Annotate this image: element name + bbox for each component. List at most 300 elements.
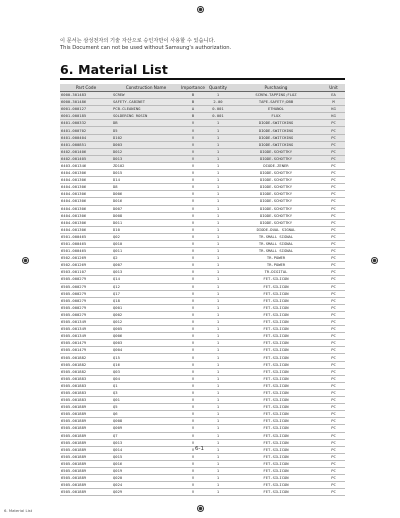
quantity-cell: 1 xyxy=(206,219,230,226)
part-code-cell: 6505-001889 xyxy=(60,432,112,439)
table-row xyxy=(60,106,345,113)
part-code-cell: 6505-001889 xyxy=(60,404,112,411)
quantity-cell: 1 xyxy=(206,255,230,262)
part-code-cell: 6502-001269 xyxy=(60,262,112,269)
importance-cell: V xyxy=(180,439,206,446)
unit-cell: PC xyxy=(322,418,345,425)
table-row xyxy=(60,99,345,106)
table-row xyxy=(60,177,345,184)
construction-name-cell: Q004 xyxy=(112,347,180,354)
table-row xyxy=(60,375,345,382)
unit-cell: PC xyxy=(322,482,345,489)
quantity-cell: 1 xyxy=(206,389,230,396)
quantity-cell: 1 xyxy=(206,382,230,389)
registration-mark-bottom xyxy=(197,505,204,512)
quantity-cell: 1 xyxy=(206,276,230,283)
purchasing-cell: DIODE-DUAL SIGNAL xyxy=(230,226,322,233)
construction-name-cell: DB xyxy=(112,120,180,127)
unit-cell: PC xyxy=(322,219,345,226)
table-row xyxy=(60,347,345,354)
part-code-cell: 6505-001479 xyxy=(60,347,112,354)
table-row xyxy=(60,262,345,269)
purchasing-cell: ETHANOL xyxy=(230,106,322,113)
table-row xyxy=(60,205,345,212)
purchasing-cell: FLUX xyxy=(230,113,322,120)
construction-name-cell: Q012 xyxy=(112,319,180,326)
importance-cell: V xyxy=(180,311,206,318)
construction-name-cell: D016 xyxy=(112,198,180,205)
construction-name-cell: Q006 xyxy=(112,333,180,340)
part-code-cell: 6505-001889 xyxy=(60,489,112,496)
column-header-unit: Unit xyxy=(322,84,345,92)
construction-name-cell: Q015 xyxy=(112,453,180,460)
part-code-cell: 6404-001306 xyxy=(60,191,112,198)
importance-cell: V xyxy=(180,304,206,311)
unit-cell: PC xyxy=(322,446,345,453)
purchasing-cell: FET-SILICON xyxy=(230,333,322,340)
importance-cell: V xyxy=(180,347,206,354)
construction-name-cell: Q009 xyxy=(112,425,180,432)
part-code-cell: 6505-001889 xyxy=(60,482,112,489)
table-row xyxy=(60,333,345,340)
quantity-cell: 1 xyxy=(206,212,230,219)
construction-name-cell: Q5 xyxy=(112,404,180,411)
table-body xyxy=(60,92,345,496)
importance-cell: V xyxy=(180,361,206,368)
unit-cell: PC xyxy=(322,404,345,411)
construction-name-cell: Q14 xyxy=(112,276,180,283)
table-row xyxy=(60,155,345,162)
quantity-cell: 1 xyxy=(206,368,230,375)
quantity-cell: 1 xyxy=(206,248,230,255)
part-code-cell: 6505-001883 xyxy=(60,375,112,382)
table-row xyxy=(60,432,345,439)
purchasing-cell: DIODE-SCHOTTKY xyxy=(230,219,322,226)
unit-cell: PC xyxy=(322,262,345,269)
unit-cell: PC xyxy=(322,354,345,361)
unit-cell: PC xyxy=(322,297,345,304)
construction-name-cell: Q013 xyxy=(112,269,180,276)
part-code-cell: 6505-001889 xyxy=(60,453,112,460)
construction-name-cell: Q3 xyxy=(112,389,180,396)
quantity-cell: 1 xyxy=(206,489,230,496)
construction-name-cell: D015 xyxy=(112,170,180,177)
purchasing-cell: FET-SILICON xyxy=(230,326,322,333)
construction-name-cell: D012 xyxy=(112,148,180,155)
part-code-cell: 6505-001349 xyxy=(60,326,112,333)
part-code-cell: 6505-001883 xyxy=(60,397,112,404)
quantity-cell: 1 xyxy=(206,347,230,354)
part-code-cell: 6000-301483 xyxy=(60,92,112,99)
importance-cell: V xyxy=(180,375,206,382)
construction-name-cell: Q15 xyxy=(112,354,180,361)
unit-cell: PC xyxy=(322,311,345,318)
unit-cell: PC xyxy=(322,347,345,354)
quantity-cell: 1 xyxy=(206,439,230,446)
purchasing-cell: FET-SILICON xyxy=(230,283,322,290)
importance-cell: V xyxy=(180,120,206,127)
part-code-cell: 6505-001889 xyxy=(60,460,112,467)
importance-cell: V xyxy=(180,326,206,333)
unit-cell: PC xyxy=(322,134,345,141)
purchasing-cell: FET-SILICON xyxy=(230,489,322,496)
importance-cell: V xyxy=(180,319,206,326)
table-row xyxy=(60,475,345,482)
part-code-cell: 6401-000332 xyxy=(60,120,112,127)
table-row xyxy=(60,340,345,347)
purchasing-cell: TR-SMALL SIGNAL xyxy=(230,248,322,255)
importance-cell: V xyxy=(180,141,206,148)
part-code-cell: 6404-001306 xyxy=(60,205,112,212)
importance-cell: V xyxy=(180,397,206,404)
column-header-construction-name: Construction Name xyxy=(112,84,180,92)
quantity-cell: 1 xyxy=(206,240,230,247)
purchasing-cell: FET-SILICON xyxy=(230,368,322,375)
unit-cell: PC xyxy=(322,198,345,205)
table-row xyxy=(60,134,345,141)
importance-cell: V xyxy=(180,162,206,169)
importance-cell: V xyxy=(180,283,206,290)
table-row xyxy=(60,397,345,404)
importance-cell: V xyxy=(180,198,206,205)
purchasing-cell: DIODE-SCHOTTKY xyxy=(230,148,322,155)
registration-mark-left xyxy=(22,257,29,264)
table-row xyxy=(60,425,345,432)
table-row xyxy=(60,361,345,368)
quantity-cell: 1 xyxy=(206,304,230,311)
quantity-cell: 1 xyxy=(206,319,230,326)
purchasing-cell: FET-SILICON xyxy=(230,482,322,489)
part-code-cell: 6404-001306 xyxy=(60,219,112,226)
purchasing-cell: FET-SILICON xyxy=(230,453,322,460)
construction-name-cell: D10 xyxy=(112,226,180,233)
unit-cell: PC xyxy=(322,411,345,418)
purchasing-cell: FET-SILICON xyxy=(230,475,322,482)
part-code-cell: 6505-001889 xyxy=(60,439,112,446)
importance-cell: V xyxy=(180,233,206,240)
construction-name-cell: D007 xyxy=(112,205,180,212)
purchasing-cell: TR-SMALL SIGNAL xyxy=(230,240,322,247)
section-title: 6. Material List xyxy=(60,62,168,77)
table-row xyxy=(60,141,345,148)
quantity-cell: 0.001 xyxy=(206,113,230,120)
part-code-cell: 6403-001346 xyxy=(60,162,112,169)
quantity-cell: 1 xyxy=(206,148,230,155)
part-code-cell: 6505-001349 xyxy=(60,333,112,340)
importance-cell: V xyxy=(180,340,206,347)
part-code-cell: 6402-001405 xyxy=(60,155,112,162)
registration-mark-right xyxy=(371,257,378,264)
part-code-cell: 6505-000279 xyxy=(60,297,112,304)
unit-cell: PC xyxy=(322,489,345,496)
importance-cell: V xyxy=(180,212,206,219)
construction-name-cell: Q014 xyxy=(112,446,180,453)
unit-cell: PC xyxy=(322,127,345,134)
unit-cell: PC xyxy=(322,475,345,482)
purchasing-cell: DIODE-SCHOTTKY xyxy=(230,191,322,198)
quantity-cell: 1 xyxy=(206,453,230,460)
table-row xyxy=(60,120,345,127)
unit-cell: KG xyxy=(322,106,345,113)
unit-cell: PC xyxy=(322,333,345,340)
unit-cell: KG xyxy=(322,113,345,120)
importance-cell: V xyxy=(180,418,206,425)
purchasing-cell: DIODE-SCHOTTKY xyxy=(230,198,322,205)
unit-cell: PC xyxy=(322,361,345,368)
quantity-cell: 1 xyxy=(206,262,230,269)
unit-cell: M xyxy=(322,99,345,106)
importance-cell: V xyxy=(180,276,206,283)
construction-name-cell: D102 xyxy=(112,134,180,141)
importance-cell: A xyxy=(180,106,206,113)
purchasing-cell: FET-SILICON xyxy=(230,446,322,453)
purchasing-cell: FET-SILICON xyxy=(230,425,322,432)
part-code-cell: 6505-001889 xyxy=(60,411,112,418)
construction-name-cell: PCB-CLEANING xyxy=(112,106,180,113)
unit-cell: PC xyxy=(322,397,345,404)
quantity-cell: 1 xyxy=(206,120,230,127)
unit-cell: PC xyxy=(322,248,345,255)
part-code-cell: 6404-001306 xyxy=(60,226,112,233)
construction-name-cell: Q7 xyxy=(112,432,180,439)
table-row xyxy=(60,382,345,389)
purchasing-cell: FET-SILICON xyxy=(230,276,322,283)
importance-cell: B xyxy=(180,99,206,106)
part-code-cell: 6505-001882 xyxy=(60,354,112,361)
importance-cell: V xyxy=(180,453,206,460)
construction-name-cell: Q024 xyxy=(112,482,180,489)
purchasing-cell: DIODE-SCHOTTKY xyxy=(230,177,322,184)
quantity-cell: 1 xyxy=(206,290,230,297)
purchasing-cell: FET-SILICON xyxy=(230,311,322,318)
table-row xyxy=(60,269,345,276)
table-row xyxy=(60,467,345,474)
table-row xyxy=(60,297,345,304)
part-code-cell: 6503-001107 xyxy=(60,269,112,276)
quantity-cell: 1 xyxy=(206,354,230,361)
part-code-cell: 6505-000279 xyxy=(60,304,112,311)
quantity-cell: 1 xyxy=(206,205,230,212)
table-row xyxy=(60,290,345,297)
construction-name-cell: Q6 xyxy=(112,411,180,418)
page-footer: 6. Material List xyxy=(4,508,33,513)
purchasing-cell: FET-SILICON xyxy=(230,304,322,311)
unit-cell: PC xyxy=(322,304,345,311)
table-row xyxy=(60,248,345,255)
purchasing-cell: DIODE-SWITCHING xyxy=(230,141,322,148)
importance-cell: V xyxy=(180,382,206,389)
construction-name-cell: Q1 xyxy=(112,382,180,389)
purchasing-cell: FET-SILICON xyxy=(230,375,322,382)
purchasing-cell: SCREW-TAPPING;FLOZ xyxy=(230,92,322,99)
unit-cell: PC xyxy=(322,184,345,191)
importance-cell: V xyxy=(180,489,206,496)
unit-cell: PC xyxy=(322,276,345,283)
column-header-importance: Importance xyxy=(181,85,205,90)
part-code-cell: 6505-001889 xyxy=(60,418,112,425)
quantity-cell: 1 xyxy=(206,155,230,162)
purchasing-cell: FET-SILICON xyxy=(230,297,322,304)
purchasing-cell: FET-SILICON xyxy=(230,290,322,297)
importance-cell: V xyxy=(180,248,206,255)
construction-name-cell: D14 xyxy=(112,177,180,184)
purchasing-cell: FET-SILICON xyxy=(230,389,322,396)
unit-cell: PC xyxy=(322,212,345,219)
purchasing-cell: DIODE-SCHOTTKY xyxy=(230,205,322,212)
unit-cell: PC xyxy=(322,155,345,162)
purchasing-cell: FET-SILICON xyxy=(230,382,322,389)
importance-cell: V xyxy=(180,184,206,191)
construction-name-cell: Q005 xyxy=(112,326,180,333)
unit-cell: PC xyxy=(322,170,345,177)
importance-cell: V xyxy=(180,240,206,247)
construction-name-cell: SOLDERING ROSIN xyxy=(112,113,180,120)
unit-cell: EA xyxy=(322,92,345,99)
importance-cell: V xyxy=(180,425,206,432)
quantity-cell: 1 xyxy=(206,311,230,318)
purchasing-cell: DIODE-SWITCHING xyxy=(230,120,322,127)
quantity-cell: 1 xyxy=(206,418,230,425)
table-row xyxy=(60,184,345,191)
column-header-purchasing: Purchasing xyxy=(230,84,322,92)
table-row xyxy=(60,319,345,326)
table-row xyxy=(60,418,345,425)
purchasing-cell: TR-DIGITAL xyxy=(230,269,322,276)
quantity-cell: 1 xyxy=(206,432,230,439)
confidential-notice-english: This Document can not be used without Samsung's authorization. xyxy=(60,45,232,51)
construction-name-cell: Q013 xyxy=(112,439,180,446)
part-code-cell: 6001-000185 xyxy=(60,113,112,120)
construction-name-cell: D5 xyxy=(112,127,180,134)
part-code-cell: 6501-000465 xyxy=(60,240,112,247)
part-code-cell: 6505-000279 xyxy=(60,311,112,318)
quantity-cell: 1 xyxy=(206,226,230,233)
purchasing-cell: DIODE-SWITCHING xyxy=(230,127,322,134)
unit-cell: PC xyxy=(322,205,345,212)
construction-name-cell: Q18 xyxy=(112,297,180,304)
quantity-cell: 1 xyxy=(206,404,230,411)
unit-cell: PC xyxy=(322,467,345,474)
part-code-cell: 6401-000851 xyxy=(60,141,112,148)
table-row xyxy=(60,283,345,290)
construction-name-cell: Q020 xyxy=(112,475,180,482)
table-row xyxy=(60,460,345,467)
quantity-cell: 1 xyxy=(206,141,230,148)
unit-cell: PC xyxy=(322,240,345,247)
quantity-cell: 2.00 xyxy=(206,99,230,106)
quantity-cell: 1 xyxy=(206,460,230,467)
quantity-cell: 1 xyxy=(206,92,230,99)
importance-cell: V xyxy=(180,290,206,297)
purchasing-cell: DIODE-SCHOTTKY xyxy=(230,170,322,177)
part-code-cell: 6505-001889 xyxy=(60,425,112,432)
importance-cell: V xyxy=(180,262,206,269)
purchasing-cell: FET-SILICON xyxy=(230,411,322,418)
purchasing-cell: FET-SILICON xyxy=(230,361,322,368)
purchasing-cell: DIODE-ZENER xyxy=(230,162,322,169)
importance-cell: V xyxy=(180,432,206,439)
table-row xyxy=(60,170,345,177)
part-code-cell: 6000-301486 xyxy=(60,99,112,106)
purchasing-cell: FET-SILICON xyxy=(230,460,322,467)
purchasing-cell: FET-SILICON xyxy=(230,319,322,326)
table-header-row xyxy=(60,84,345,92)
column-header-part-code: Part Code xyxy=(60,84,112,92)
construction-name-cell: Q019 xyxy=(112,467,180,474)
quantity-cell: 1 xyxy=(206,177,230,184)
importance-cell: V xyxy=(180,219,206,226)
purchasing-cell: FET-SILICON xyxy=(230,397,322,404)
table-row xyxy=(60,226,345,233)
purchasing-cell: TR-POWER xyxy=(230,262,322,269)
purchasing-cell: FET-SILICON xyxy=(230,439,322,446)
purchasing-cell: DIODE-SCHOTTKY xyxy=(230,184,322,191)
table-row xyxy=(60,489,345,496)
part-code-cell: 6505-000279 xyxy=(60,290,112,297)
construction-name-cell: SCREW xyxy=(112,92,180,99)
importance-cell: V xyxy=(180,446,206,453)
table-row xyxy=(60,162,345,169)
construction-name-cell: D008 xyxy=(112,212,180,219)
construction-name-cell: SAFETY-CABINET xyxy=(112,99,180,106)
unit-cell: PC xyxy=(322,162,345,169)
importance-cell: V xyxy=(180,191,206,198)
unit-cell: PC xyxy=(322,340,345,347)
construction-name-cell: Q04 xyxy=(112,375,180,382)
quantity-cell: 1 xyxy=(206,467,230,474)
unit-cell: PC xyxy=(322,141,345,148)
quantity-cell: 1 xyxy=(206,283,230,290)
purchasing-cell: FET-SILICON xyxy=(230,467,322,474)
purchasing-cell: DIODE-SCHOTTKY xyxy=(230,212,322,219)
unit-cell: PC xyxy=(322,432,345,439)
part-code-cell: 6505-000279 xyxy=(60,283,112,290)
part-code-cell: 6505-001883 xyxy=(60,389,112,396)
purchasing-cell: TR-POWER xyxy=(230,255,322,262)
unit-cell: PC xyxy=(322,368,345,375)
quantity-cell: 1 xyxy=(206,475,230,482)
table-row xyxy=(60,127,345,134)
quantity-cell: 1 xyxy=(206,340,230,347)
importance-cell: B xyxy=(180,92,206,99)
importance-cell: V xyxy=(180,411,206,418)
column-header-quantity: Quantity xyxy=(206,84,230,92)
unit-cell: PC xyxy=(322,439,345,446)
purchasing-cell: FET-SILICON xyxy=(230,432,322,439)
table-row xyxy=(60,368,345,375)
unit-cell: PC xyxy=(322,226,345,233)
table-row xyxy=(60,240,345,247)
table-row xyxy=(60,311,345,318)
part-code-cell: 6401-000702 xyxy=(60,127,112,134)
table-row xyxy=(60,453,345,460)
construction-name-cell: Q02 xyxy=(112,233,180,240)
quantity-cell: 1 xyxy=(206,333,230,340)
part-code-cell: 6502-001269 xyxy=(60,255,112,262)
part-code-cell: 6404-001306 xyxy=(60,170,112,177)
purchasing-cell: DIODE-SCHOTTKY xyxy=(230,155,322,162)
construction-name-cell: Q007 xyxy=(112,262,180,269)
construction-name-cell: Q003 xyxy=(112,340,180,347)
part-code-cell: 6402-001406 xyxy=(60,148,112,155)
construction-name-cell: ZD102 xyxy=(112,162,180,169)
table-row xyxy=(60,92,345,99)
importance-cell: V xyxy=(180,269,206,276)
importance-cell: V xyxy=(180,460,206,467)
part-code-cell: 6404-001306 xyxy=(60,198,112,205)
construction-name-cell: Q2 xyxy=(112,255,180,262)
construction-name-cell: Q16 xyxy=(112,361,180,368)
